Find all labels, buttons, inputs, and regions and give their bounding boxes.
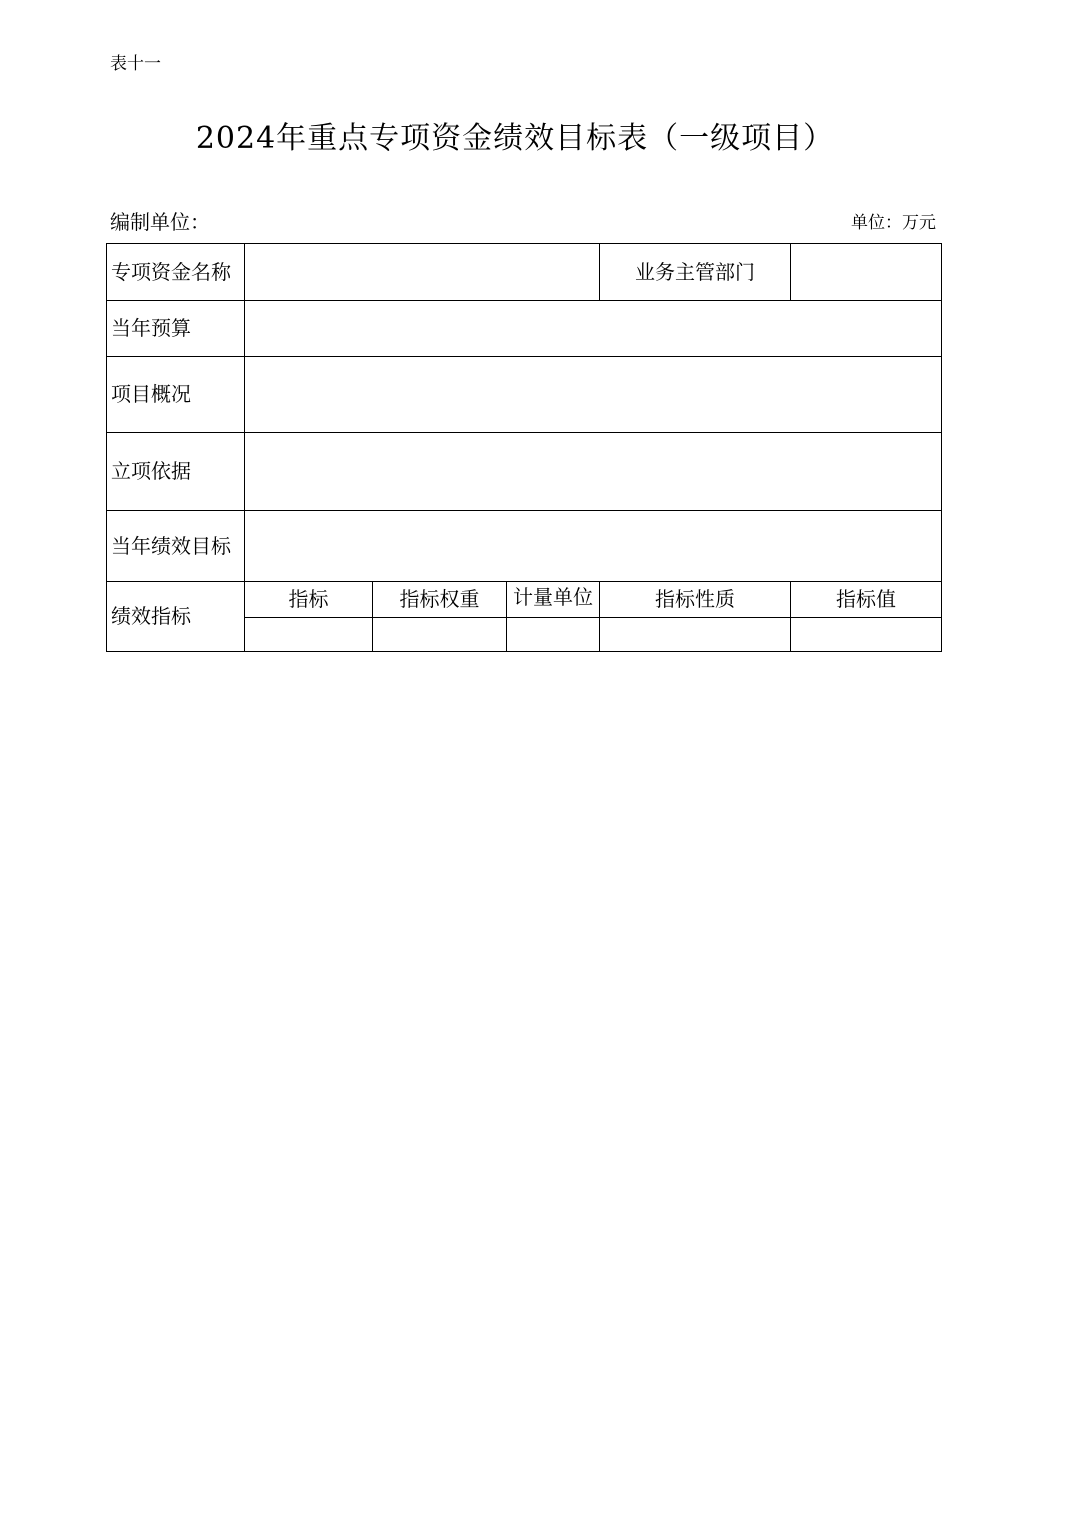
indicator-value-column-header: 指标值	[791, 582, 942, 618]
overview-label: 项目概况	[107, 357, 245, 433]
page-title: 2024年重点专项资金绩效目标表（一级项目）	[195, 121, 835, 156]
measurement-unit-column-header-text: 计量单位	[513, 585, 593, 609]
unit-label: 单位：万元	[851, 213, 936, 233]
table-number: 表十一	[110, 54, 161, 74]
overview-value[interactable]	[245, 357, 942, 433]
indicator-column-header: 指标	[245, 582, 373, 618]
basis-value[interactable]	[245, 433, 942, 511]
overview-row	[107, 357, 942, 433]
performance-goal-table	[106, 243, 942, 652]
goal-value[interactable]	[245, 511, 942, 582]
budget-value[interactable]	[245, 301, 942, 357]
compiler-label: 编制单位：	[110, 210, 210, 234]
goal-row	[107, 511, 942, 582]
goal-label: 当年绩效目标	[107, 511, 245, 582]
indicator-nature-column-header: 指标性质	[600, 582, 791, 618]
indicator-weight-column-header: 指标权重	[373, 582, 507, 618]
fund-name-value[interactable]	[245, 244, 600, 301]
fund-name-label: 专项资金名称	[107, 244, 245, 301]
dept-label: 业务主管部门	[600, 244, 791, 301]
measurement-unit-cell[interactable]	[507, 618, 600, 652]
indicator-cell[interactable]	[245, 618, 373, 652]
indicator-nature-cell[interactable]	[600, 618, 791, 652]
budget-label: 当年预算	[107, 301, 245, 357]
indicator-value-cell[interactable]	[791, 618, 942, 652]
measurement-unit-column-header	[507, 582, 600, 618]
indicator-weight-cell[interactable]	[373, 618, 507, 652]
fund-name-row	[107, 244, 942, 301]
basis-label: 立项依据	[107, 433, 245, 511]
indicator-header-row	[107, 582, 942, 618]
indicators-label: 绩效指标	[107, 582, 245, 652]
budget-row	[107, 301, 942, 357]
dept-value[interactable]	[791, 244, 942, 301]
basis-row	[107, 433, 942, 511]
